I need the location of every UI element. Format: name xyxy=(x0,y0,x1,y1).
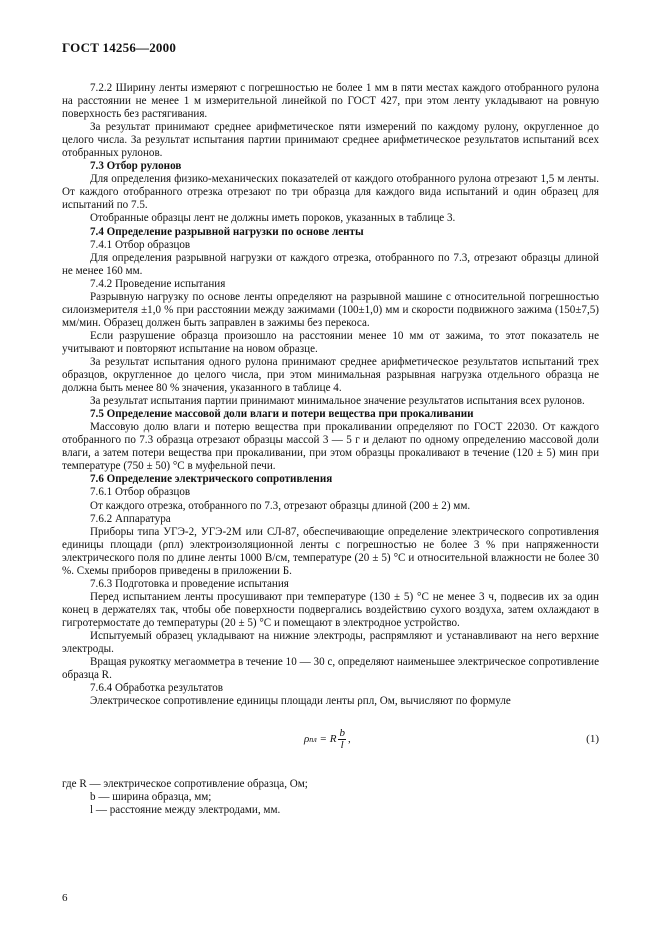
para-7-6-3-electrodes: Испытуемый образец укладывают на нижние электроды, распрямляют и устанавливают на него верхние электроды. xyxy=(62,629,599,656)
para-7-4-2-repeat: Если разрушение образца произошло на расстоянии менее 10 мм от зажима, то этот показатель не учитывают и повторяют испытание на новом образце. xyxy=(62,329,599,355)
para-7-3-defects: Отобранные образцы лент не должны иметь пороков, указанных в таблице 3. xyxy=(90,212,456,225)
document-page xyxy=(62,40,599,817)
formula-lhs: ρ xyxy=(304,732,310,745)
para-7-6-2-body: Приборы типа УГЭ-2, УГЭ-2М или СЛ-87, обеспечивающие определение электрического сопротивления единицы площади (ρпл) электроизоляционной ленты с погрешностью не более 3 % при напряженности электрического поля по длине ленты 1000 В/см, температуре (20 ± 5) °С и относительной влажности не более 30 %. Схемы приборов приведены в приложении Б. xyxy=(62,525,599,577)
formula xyxy=(304,728,351,751)
heading-7-5: 7.5 Определение массовой доли влаги и потери вещества при прокаливании xyxy=(90,408,474,421)
subheading-7-4-2: 7.4.2 Проведение испытания xyxy=(90,277,226,290)
subheading-7-6-3: 7.6.3 Подготовка и проведение испытания xyxy=(90,577,289,590)
para-7-4-2-batch: За результат испытания партии принимают минимальное значение результатов испытания всех рулонов. xyxy=(90,395,585,408)
para-width-result: За результат принимают среднее арифметическое пяти измерений по каждому рулону, округленное до целого числа. За результат испытания партии принимают среднее арифметическое результатов испытаний всех отобранных рулонов. xyxy=(62,121,599,160)
where-line-2: b — ширина образца, мм; xyxy=(90,791,212,804)
formula-numerator: b xyxy=(339,726,345,739)
formula-lhs-sub: пл xyxy=(309,734,317,744)
where-line-1: где R — электрическое сопротивление образца, Ом; xyxy=(62,778,308,791)
heading-7-3: 7.3 Отбор рулонов xyxy=(90,160,182,173)
para-7-6-4-body: Электрическое сопротивление единицы площади ленты ρпл, Ом, вычисляют по формуле xyxy=(90,695,511,708)
para-7-5-body: Массовую долю влаги и потерю вещества при прокаливании определяют по ГОСТ 22030. От каждого отобранного по 7.3 образца отрезают образцы массой 3 — 5 г и делают по одному определению массовой доли влаги, а затем потери вещества при прокаливании, при этом образцы прокаливают в течение (120 ± 5) мин при температуре (750 ± 50) °С в муфельной печи. xyxy=(62,421,599,473)
para-7-6-1-body: От каждого отрезка, отобранного по 7.3, отрезают образцы длиной (200 ± 2) мм. xyxy=(90,499,471,512)
para-7-6-3-megohmmeter: Вращая рукоятку мегаомметра в течение 10 — 30 с, определяют наименьшее электрическое сопротивление образца R. xyxy=(62,656,599,682)
equation-number: (1) xyxy=(586,732,599,745)
heading-7-6: 7.6 Определение электрического сопротивления xyxy=(90,473,333,486)
page-number: 6 xyxy=(62,892,68,904)
subheading-7-4-1: 7.4.1 Отбор образцов xyxy=(90,238,191,251)
heading-7-4: 7.4 Определение разрывной нагрузки по основе ленты xyxy=(90,225,364,238)
formula-denominator: l xyxy=(340,738,344,751)
page-header: ГОСТ 14256—2000 xyxy=(62,40,177,55)
para-7-6-3-body: Перед испытанием ленты просушивают при температуре (130 ± 5) °С не менее 3 ч, подвесив их за один конец в держателях так, чтобы обе поверхности подвергались воздействию сухого воздуха, затем охлаждают в гигротермостате до температуры (20 ± 5) °С и помещают в электродное устройство. xyxy=(62,590,599,629)
subheading-7-6-1: 7.6.1 Отбор образцов xyxy=(90,486,191,499)
formula-line xyxy=(62,722,599,756)
para-7-4-2-result: За результат испытания одного рулона принимают среднее арифметическое результатов испытаний трех образцов, округленное до целого числа, при этом минимальная разрывная нагрузка отдельного образца не должна быть менее 80 % значения, указанного в таблице 4. xyxy=(62,355,599,395)
subheading-7-6-4: 7.6.4 Обработка результатов xyxy=(90,682,223,695)
subheading-7-6-2: 7.6.2 Аппаратура xyxy=(90,512,171,525)
para-7-2-2: 7.2.2 Ширину ленты измеряют с погрешностью не более 1 мм в пяти местах каждого отобранного рулона на расстоянии не менее 1 м измерительной линейкой по ГОСТ 427, при этом ленту укладывают на ровную поверхность без растягивания. xyxy=(62,82,599,121)
para-7-4-2-body: Разрывную нагрузку по основе ленты определяют на разрывной машине с относительной погрешностью силоизмерителя ±1,0 % при расстоянии между зажимами (100±1,0) мм и скорости подвижного зажима (150±7,5) мм/мин. Образец должен быть заправлен в зажимы без перекоса. xyxy=(62,290,599,329)
para-7-3-body: Для определения физико-механических показателей от каждого отобранного рулона отрезают 1,5 м ленты. От каждого отобранного отрезка отрезают по три образца для каждого вида испытаний и один образец для испытаний по 7.5. xyxy=(62,173,599,212)
where-line-3: l — расстояние между электродами, мм. xyxy=(90,804,281,817)
formula-eq: = R xyxy=(316,732,337,745)
formula-fraction xyxy=(338,728,346,751)
para-7-4-1-body: Для определения разрывной нагрузки от каждого отрезка, отобранного по 7.3, отрезают образцы длиной не менее 160 мм. xyxy=(62,251,599,277)
formula-tail: , xyxy=(347,732,351,745)
